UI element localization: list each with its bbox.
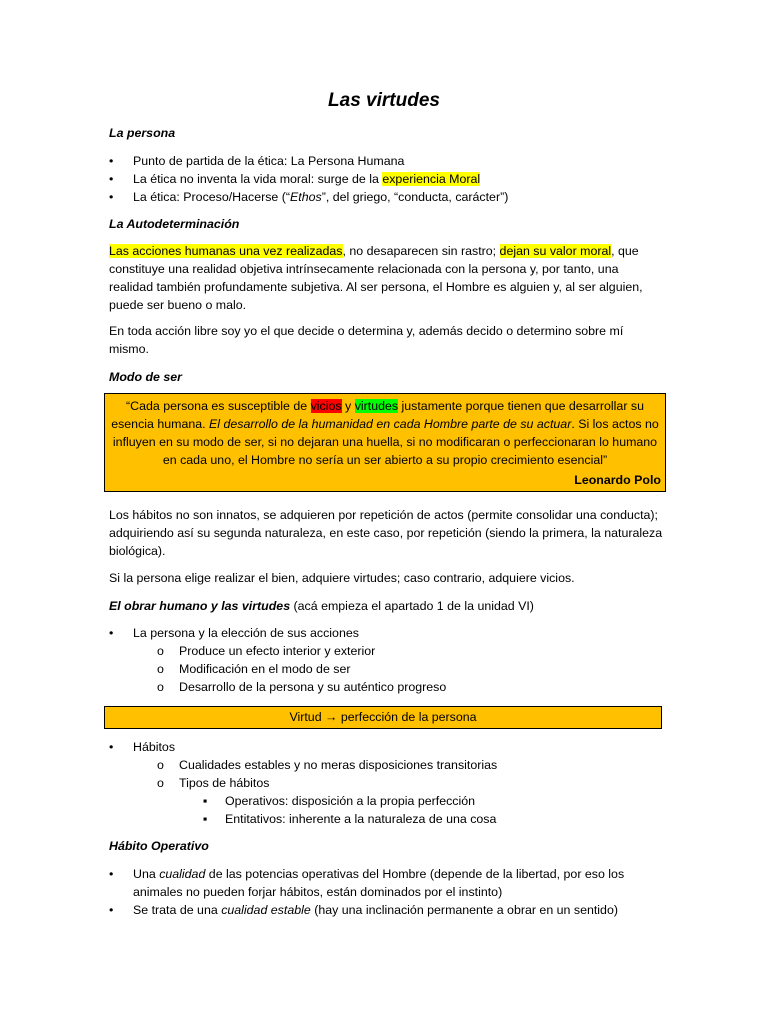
list-item-text: La ética no inventa la vida moral: surge de la xyxy=(133,172,383,186)
section-heading-text: El obrar humano y las virtudes xyxy=(109,599,291,613)
list-item-text: de las potencias operativas del Hombre (depende de la libertad, por eso los animales no pueden forjar hábitos, están dominados por el instinto) xyxy=(133,867,625,899)
section-heading-la-persona: La persona xyxy=(109,126,176,140)
habitos-sublist xyxy=(109,756,665,792)
list-item-text: Punto de partida de la ética: La Persona Humana xyxy=(133,154,405,168)
list-item-text: Desarrollo de la persona y su auténtico progreso xyxy=(179,680,447,694)
bullet-marker: • xyxy=(109,740,114,754)
list-item xyxy=(109,678,665,696)
obrar-list xyxy=(109,624,665,642)
la-persona-list xyxy=(109,152,665,206)
list-item xyxy=(109,901,665,919)
quote-part: . Si los actos no influyen en su modo de ser, si no dejaran una huella, si no modificaran o perfeccionaran lo humano en cada uno, el Hombre no sería un ser abierto a su propio crecimiento esencial” xyxy=(112,417,659,467)
list-item xyxy=(109,810,665,828)
paragraph-text: , no desaparecen sin rastro; xyxy=(342,244,500,258)
quote-author: Leonardo Polo xyxy=(574,473,661,487)
list-item xyxy=(109,792,665,810)
list-item-text: Hábitos xyxy=(133,740,176,754)
quote-part: justamente porque tienen que desarrollar su esencia humana. xyxy=(111,399,644,431)
bullet-marker: • xyxy=(109,903,114,917)
bullet-marker: • xyxy=(109,867,114,881)
quote-text xyxy=(107,397,663,469)
list-item-text: Una xyxy=(133,867,160,881)
tipos-habitos-list xyxy=(109,792,665,828)
section-heading-habito-operativo: Hábito Operativo xyxy=(109,839,209,853)
circle-marker: o xyxy=(157,776,164,790)
bullet-marker: • xyxy=(109,190,114,204)
list-item xyxy=(109,642,665,660)
list-item-text: La persona y la elección de sus acciones xyxy=(133,626,359,640)
quote-italic: El desarrollo de la humanidad en cada Hombre parte de su actuar xyxy=(209,417,572,431)
list-item-text: Tipos de hábitos xyxy=(179,776,270,790)
italic-term: cualidad estable xyxy=(221,903,311,917)
highlight-vicios: vicios xyxy=(310,399,342,413)
list-item xyxy=(109,624,665,642)
list-item-text: ”, del griego, “conducta, carácter”) xyxy=(321,190,509,204)
quote-box xyxy=(104,393,666,492)
list-item-text: Se trata de una xyxy=(133,903,222,917)
section-heading-obrar-humano xyxy=(109,597,665,615)
list-item xyxy=(109,660,665,678)
section-heading-modo-de-ser: Modo de ser xyxy=(109,370,182,384)
square-marker: ▪ xyxy=(203,794,208,808)
bullet-marker: • xyxy=(109,154,114,168)
list-item-text: Operativos: disposición a la propia perfección xyxy=(225,794,476,808)
circle-marker: o xyxy=(157,758,164,772)
circle-marker: o xyxy=(157,662,164,676)
habitos-list xyxy=(109,738,665,756)
list-item-text: Entitativos: inherente a la naturaleza de una cosa xyxy=(225,812,497,826)
highlight-acciones: Las acciones humanas una vez realizadas xyxy=(109,244,343,258)
paragraph-text: , que constituye una realidad objetiva intrínsecamente relacionada con la persona y, por tanto, una realidad también profundamente subjetiva. Al ser persona, el Hombre es alguien y, al ser alguien, puede ser bueno o malo. xyxy=(109,244,643,312)
habito-operativo-list xyxy=(109,865,665,919)
quote-part: y xyxy=(341,399,355,413)
obrar-sublist xyxy=(109,642,665,696)
list-item xyxy=(109,865,665,901)
list-item xyxy=(109,738,665,756)
list-item xyxy=(109,756,665,774)
bullet-marker: • xyxy=(109,626,114,640)
paragraph-autodeterminacion xyxy=(109,242,665,314)
circle-marker: o xyxy=(157,644,164,658)
paragraph-accion-libre: En toda acción libre soy yo el que decide o determina y, además decido o determino sobre mí mismo. xyxy=(109,324,624,356)
list-item-text: Cualidades estables y no meras disposiciones transitorias xyxy=(179,758,498,772)
highlight-virtudes: virtudes xyxy=(354,399,399,413)
italic-term: cualidad xyxy=(159,867,206,881)
list-item-text: (hay una inclinación permanente a obrar en un sentido) xyxy=(310,903,618,917)
section-heading-autodeterminacion: La Autodeterminación xyxy=(109,217,240,231)
square-marker: ▪ xyxy=(203,812,208,826)
circle-marker: o xyxy=(157,680,164,694)
quote-part: “Cada persona es susceptible de xyxy=(126,399,311,413)
list-item-text: Produce un efecto interior y exterior xyxy=(179,644,376,658)
list-item xyxy=(109,188,665,206)
list-item-text: La ética: Proceso/Hacerse (“ xyxy=(133,190,291,204)
section-heading-note: (acá empieza el apartado 1 de la unidad VI) xyxy=(290,599,534,613)
ethos-term: Ethos xyxy=(290,190,322,204)
list-item xyxy=(109,152,665,170)
bullet-marker: • xyxy=(109,172,114,186)
paragraph-habitos: Los hábitos no son innatos, se adquieren por repetición de actos (permite consolidar una conducta); adquiriendo así su segunda naturaleza, en este caso, por repetición (siendo la primera, la naturaleza biológica). xyxy=(109,508,663,558)
paragraph-bien: Si la persona elige realizar el bien, adquiere virtudes; caso contrario, adquiere vicios. xyxy=(109,571,575,585)
highlight-valor-moral: dejan su valor moral xyxy=(499,244,612,258)
highlight-experiencia-moral: experiencia Moral xyxy=(382,172,481,186)
list-item xyxy=(109,774,665,792)
virtud-definition-box: Virtud → perfección de la persona xyxy=(104,706,662,729)
document-title: Las virtudes xyxy=(328,90,440,111)
list-item xyxy=(109,170,665,188)
list-item-text: Modificación en el modo de ser xyxy=(179,662,351,676)
